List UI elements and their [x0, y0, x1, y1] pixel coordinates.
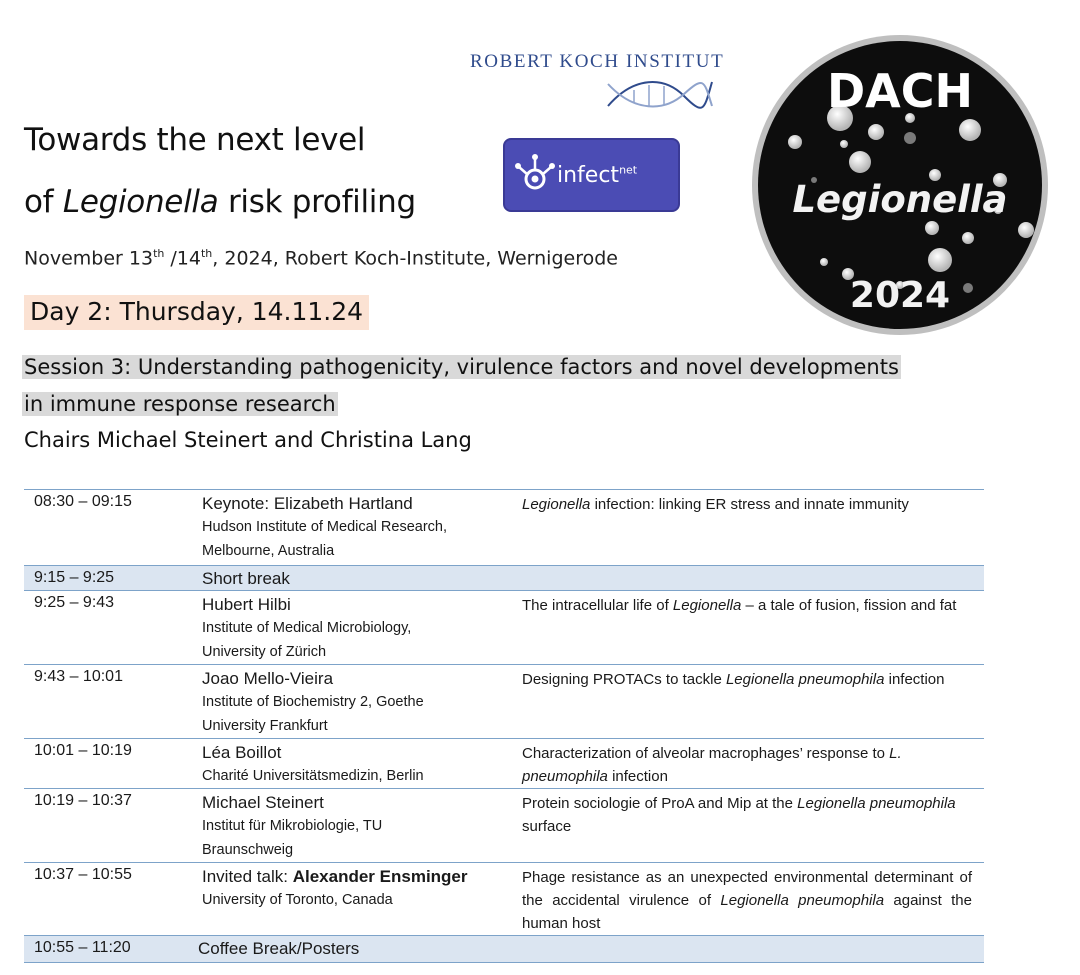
day-banner: Day 2: Thursday, 14.11.24: [24, 295, 369, 330]
schedule-break-row: [24, 566, 984, 591]
speaker-affiliation: University Frankfurt: [202, 718, 328, 734]
session-time: 10:55 – 11:20: [24, 936, 202, 963]
speaker-affiliation: Charité Universitätsmedizin, Berlin: [202, 768, 424, 784]
session-time: 10:37 – 10:55: [34, 866, 132, 883]
talk-title: Protein sociologie of ProA and Mip at the Legionella pneumophila surface: [522, 795, 956, 835]
talk-title: Designing PROTACs to tackle Legionella pneumophila infection: [522, 671, 945, 688]
speaker-name: Keynote: Elizabeth Hartland: [202, 494, 413, 513]
event-date-location: November 13th /14th, 2024, Robert Koch-Institute, Wernigerode: [24, 247, 618, 270]
virus-icon: [513, 149, 557, 201]
session-time: 10:01 – 10:19: [34, 742, 132, 759]
talk-title: Legionella infection: linking ER stress and innate immunity: [522, 496, 909, 513]
rki-dna-icon: [604, 76, 714, 114]
session-time: 10:19 – 10:37: [34, 792, 132, 809]
speaker-affiliation: Institute of Biochemistry 2, Goethe: [202, 694, 424, 710]
schedule-row: [24, 739, 984, 789]
talk-title: Phage resistance as an unexpected environmental determinant of the accidental virulence of Legionella pneumophila against the human host: [522, 869, 972, 932]
speaker-affiliation: University of Zürich: [202, 644, 327, 660]
speaker-name: Joao Mello-Vieira: [202, 669, 334, 688]
session-title-line-2: in immune response research: [24, 392, 336, 416]
talk-title: Characterization of alveolar macrophages’ response to L. pneumophila infection: [522, 745, 902, 785]
dach-legionella-logo: [750, 30, 1050, 340]
speaker-affiliation: Institute of Medical Microbiology,: [202, 620, 412, 636]
title-line-2: [24, 184, 416, 220]
schedule-row: [24, 490, 984, 566]
rki-logo-text: ROBERT KOCH INSTITUT: [470, 51, 725, 72]
title-line-1: Towards the next level: [24, 122, 366, 158]
schedule-table: [24, 489, 984, 963]
speaker-name: Léa Boillot: [202, 743, 282, 762]
dach-legionella-text: Legionella: [792, 178, 1008, 221]
break-label: Coffee Break/Posters: [198, 939, 360, 958]
schedule-break-row: [24, 936, 984, 963]
speaker-name: Invited talk: Alexander Ensminger: [202, 867, 468, 886]
session-time: 9:25 – 9:43: [34, 594, 115, 611]
schedule-row: [24, 863, 984, 936]
talk-title: The intracellular life of Legionella – a tale of fusion, fission and fat: [522, 597, 957, 614]
title-post: risk profiling: [218, 184, 416, 220]
speaker-affiliation: University of Toronto, Canada: [202, 892, 393, 908]
title-pre: of: [24, 184, 63, 220]
dach-year-text: 2024: [849, 275, 951, 316]
speaker-affiliation: Institut für Mikrobiologie, TU: [202, 818, 383, 834]
title-italic: Legionella: [62, 184, 219, 220]
dach-title-text: DACH: [826, 64, 974, 118]
infectnet-logo: [503, 138, 680, 212]
session-title-line-1: Session 3: Understanding pathogenicity, virulence factors and novel developments: [24, 355, 899, 379]
session-time: 9:15 – 9:25: [24, 566, 202, 591]
speaker-name: Michael Steinert: [202, 793, 324, 812]
speaker-affiliation: Hudson Institute of Medical Research,: [202, 519, 448, 535]
session-chairs: Chairs Michael Steinert and Christina Lang: [24, 428, 472, 452]
infectnet-wordmark: infect$^{net}$: [557, 162, 638, 188]
session-time: 08:30 – 09:15: [34, 493, 132, 510]
schedule-row: [24, 789, 984, 863]
break-label: Short break: [202, 569, 290, 588]
schedule-row: [24, 591, 984, 665]
speaker-affiliation: Melbourne, Australia: [202, 543, 335, 559]
speaker-name: Hubert Hilbi: [202, 595, 291, 614]
schedule-row: [24, 665, 984, 739]
speaker-affiliation: Braunschweig: [202, 842, 294, 858]
session-time: 9:43 – 10:01: [34, 668, 123, 685]
